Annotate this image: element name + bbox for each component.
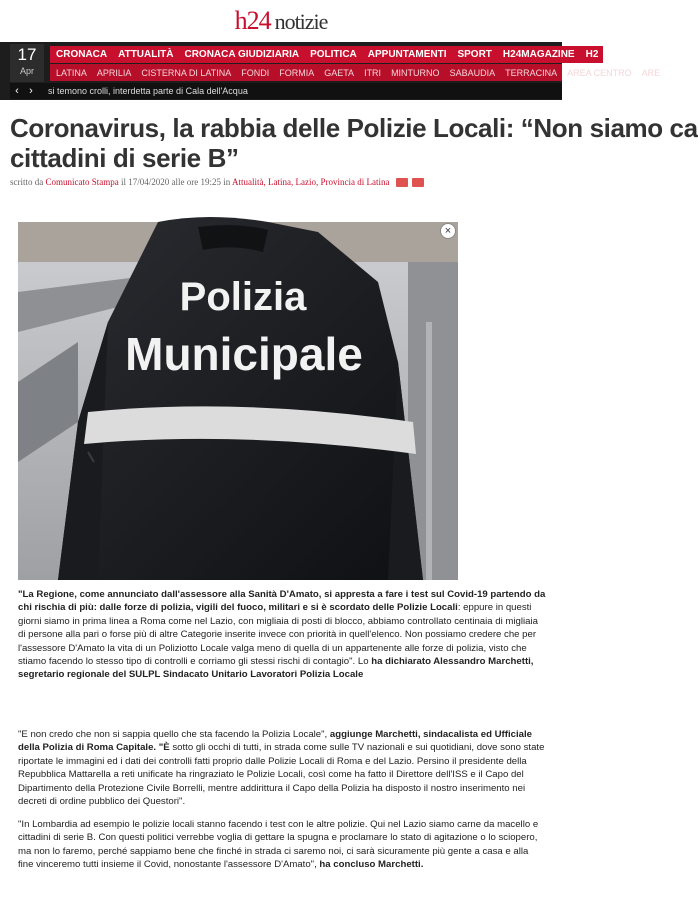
nav-item-area-centro[interactable]: AREA CENTRO [567, 68, 632, 78]
news-ticker [10, 83, 562, 99]
article-byline [10, 177, 562, 187]
nav-item-are[interactable]: ARE [641, 68, 661, 78]
p3-normal: "In Lombardia ad esempio le polizie locali stanno facendo i test con le altre polizie. Qui nel Lazio siamo carne da macello e cittadini di serie B. Con questi politici verrebbe voglia di gettare la spugna e proclamare lo stato di agitazione o lo sciopero, ma non lo faremo, perché sappiamo bene che finché in strada ci saremo noi, ci sarà sicuramente più gente a casa e alla fine vinceremo tutti insieme il Covid, nonostante l'assessore D'Amato", [18, 819, 539, 871]
nav-item-cronaca-giudiziaria[interactable]: CRONACA GIUDIZIARIA [178, 46, 304, 63]
close-icon[interactable]: × [440, 223, 456, 239]
nav-item-gaeta[interactable]: GAETA [324, 68, 355, 78]
byline-author-link[interactable]: Comunicato Stampa [45, 177, 119, 187]
logo-sub: notizie [274, 9, 328, 34]
nav-item-h24magazine[interactable]: H24MAGAZINE [497, 46, 580, 63]
p3-bold: ha concluso Marchetti. [319, 859, 424, 871]
date-day: 17 [17, 45, 37, 64]
nav-item-sabaudia[interactable]: SABAUDIA [449, 68, 496, 78]
article-paragraph-1 [18, 588, 546, 682]
article-title-line-1: Coronavirus, la rabbia delle Polizie Locali: “Non siamo ca [10, 113, 698, 143]
nav-item-formia[interactable]: FORMIA [279, 68, 315, 78]
logo-brand: h24 [234, 6, 271, 35]
byline-date: il 17/04/2020 alle ore 19:25 in [121, 177, 231, 187]
p1-bold: "La Regione, come annunciato dall'assessore alla Sanità D'Amato, si appresta a fare i test sul Covid-19 partendo da chi rischia di più: dalle forze di polizia, vigili del fuoco, militari e si è scordato delle Polizie Locali [18, 589, 546, 614]
ticker-headline[interactable]: si temono crolli, interdetta parte di Cala dell'Acqua [48, 86, 248, 96]
secondary-nav [50, 64, 661, 81]
header-logo-bar [0, 0, 562, 42]
primary-nav [50, 46, 599, 63]
byline-categories[interactable]: Attualità, Latina, Lazio, Provincia di Latina [232, 177, 390, 187]
byline-prefix: scritto da [10, 177, 44, 187]
nav-item-politica[interactable]: POLITICA [304, 46, 362, 63]
nav-item-cronaca[interactable]: CRONACA [50, 46, 112, 63]
police-jacket-illustration [18, 222, 458, 580]
email-icon[interactable] [412, 178, 424, 187]
nav-item-fondi[interactable]: FONDI [241, 68, 270, 78]
article-title-line-2: cittadini di serie B” [10, 143, 239, 173]
nav-item-terracina[interactable]: TERRACINA [505, 68, 558, 78]
nav-item-h2[interactable]: H2 [580, 46, 604, 63]
article-title [10, 113, 698, 173]
site-logo[interactable] [235, 6, 328, 36]
nav-item-appuntamenti[interactable]: APPUNTAMENTI [362, 46, 452, 63]
article-paragraph-3 [18, 818, 546, 872]
jacket-text-polizia: Polizia [179, 275, 307, 319]
nav-item-itri[interactable]: ITRI [364, 68, 382, 78]
ticker-next-button[interactable]: › [29, 85, 33, 97]
date-month: Apr [19, 66, 34, 76]
main-navigation [0, 42, 661, 100]
date-box [10, 44, 44, 82]
print-icon[interactable] [396, 178, 408, 187]
nav-item-sport[interactable]: SPORT [451, 46, 496, 63]
jacket-text-municipale: Municipale [125, 328, 363, 380]
p1-bold-2: ha dichiarato Alessandro Marchetti, segretario regionale del SULPL Sindacato Unitario Lavoratori Polizia Locale [18, 656, 534, 681]
article-photo [18, 222, 458, 580]
p1-normal: : eppure in questi giorni siamo in prima linea a Roma come nel Lazio, con migliaia di posti di blocco, abbiamo controllato centinaia di migliaia di persone alla pari o forse più di altre Categorie inserite invece con priorità in quell'elenco. Non possiamo credere che per l'assessore D'Amato la vita di un Poliziotto Locale valga meno di quella di un appartenente alle forze di polizia, visto che stiamo facendo lo stesso tipo di controlli e corriamo gli stessi rischi di contagio". Lo [18, 602, 538, 668]
p2-normal-2: sotto gli occhi di tutti, in strada come sulle TV nazionali e sui quotidiani, dove sono state riportate le immagini ed i dati dei controlli fatti proprio dalle Polizie Locali di Roma e del Lazio. Persino il presidente della Repubblica Mattarella a reti unificate ha ringraziato le Polizie Locali, così come ha fatto il Direttore dell'ISS e il Capo del Dipartimento della Protezione Civile Borrelli, mentre addirittura il Capo della Polizia ha disposto il nostro inserimento nei decreti di ordine pubblico dei Questori". [18, 742, 545, 808]
ticker-prev-button[interactable]: ‹ [15, 85, 19, 97]
nav-item-minturno[interactable]: MINTURNO [391, 68, 440, 78]
nav-item-attualita[interactable]: ATTUALITÀ [112, 46, 178, 63]
nav-item-cisterna[interactable]: CISTERNA DI LATINA [141, 68, 232, 78]
nav-item-latina[interactable]: LATINA [56, 68, 87, 78]
p2-normal: "E non credo che non si sappia quello che sta facendo la Polizia Locale", [18, 729, 330, 740]
nav-item-aprilia[interactable]: APRILIA [96, 68, 132, 78]
p2-bold: aggiunge Marchetti, sindacalista ed Ufficiale della Polizia di Roma Capitale. "È [18, 729, 532, 754]
article-paragraph-2 [18, 728, 546, 808]
